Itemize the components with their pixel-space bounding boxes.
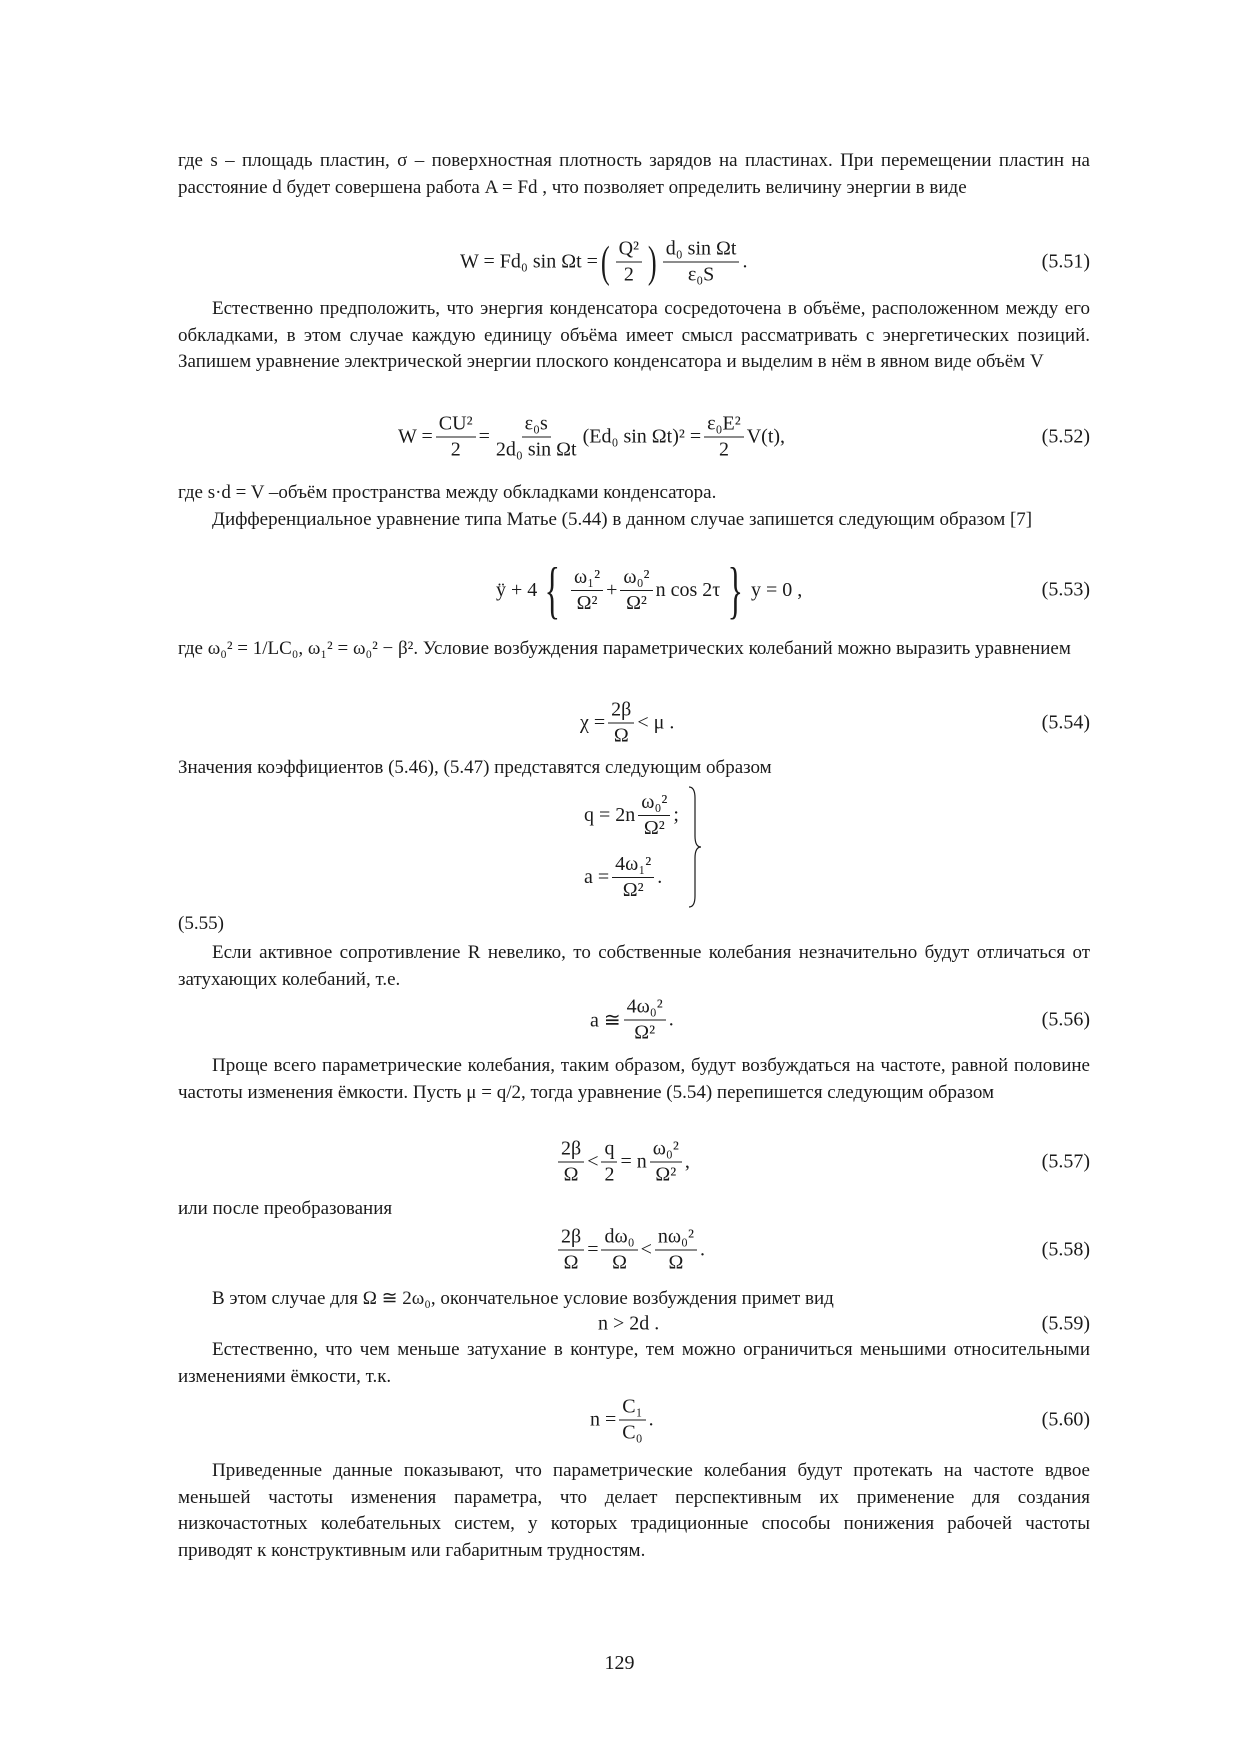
equation-number: (5.60) [1041,1408,1090,1431]
paragraph-11: Естественно, что чем меньше затухание в контуре, тем можно ограничиться меньшими относительными изменениями ёмкости, т.к. [178,1339,1090,1387]
equation-number: (5.56) [1041,1008,1090,1031]
fraction: $\frac{\text{4ω₁²}}{\text{Ω²}}$ [612,852,654,903]
fraction: $\frac{\text{ε₀E²}}{2}$ [704,412,744,463]
equation-5-52: W = $\frac{\text{CU²}}{2}$ = $\frac{\text{ε₀s}}{\text{2d₀ sin Ωt}}$ (Ed₀ sin Ωt)² = $\frac{\text{ε₀E²}}{2}$ V(t), (5.52) [398,412,1090,461]
paragraph-5: где ω₀² = 1/LC₀, ω₁² = ω₀² − β². Условие возбуждения параметрических колебаний можно выразить уравнением [178,638,1071,659]
fraction: $\frac{\text{C₁}}{\text{C₀}}$ [619,1395,645,1446]
equation-number: (5.57) [1041,1150,1090,1173]
equation-5-53: ÿ + 4 { $\frac{\text{ω₁²}}{\text{Ω²}}$ + $\frac{\text{ω₀²}}{\text{Ω²}}$ n cos 2τ } y = 0 , (5.53) [496,554,1090,625]
paragraph-9: или после преобразования [178,1198,393,1219]
paragraph-8: Проще всего параметрические колебания, таким образом, будут возбуждаться на частоте, равной половине частоты изменения ёмкости. Пусть μ = q/2, тогда уравнение (5.54) перепишется следующим образом [178,1055,1090,1103]
right-brace-icon [688,786,702,908]
fraction: $\frac{\text{dω₀}}{\Omega}$ [601,1225,637,1276]
fraction: $\frac{\text{ω₀²}}{\text{Ω²}}$ [638,790,670,841]
equation-number: (5.54) [1041,711,1090,734]
paragraph-6: Значения коэффициентов (5.46), (5.47) представятся следующим образом [178,757,772,778]
equation-number-5-55: (5.55) [178,913,224,934]
equation-system-5-55 [584,784,679,908]
equation-5-57: $\frac{2\beta}{\Omega}$ < $\frac{q}{2}$ = n $\frac{\text{ω₀²}}{\text{Ω²}}$ , (5.57) [178,1162,1090,1172]
equation-number: (5.51) [1041,250,1090,273]
paragraph-7: Если активное сопротивление R невелико, то собственные колебания незначительно будут отличаться от затухающих колебаний, т.е. [178,942,1090,990]
equation-5-60: n = $\frac{\text{C₁}}{\text{C₀}}$ . (5.60) [590,1395,1090,1444]
fraction: $\frac{\text{4ω₀²}}{\text{Ω²}}$ [624,995,666,1046]
paragraph-1: где s – площадь пластин, σ – поверхностная плотность зарядов на пластинах. При перемещении пластин на расстояние d будет совершена работа A = Fd , что позволяет определить величину энергии в виде [178,150,1090,198]
equation-5-58: $\frac{2\beta}{\Omega}$ = $\frac{\text{dω₀}}{\Omega}$ < $\frac{\text{nω₀²}}{\Omega}$ . (5.58) [178,1250,1090,1260]
eq-lhs: W = Fd₀ sin Ωt = [460,250,598,273]
page-number: 129 [604,1652,635,1674]
paragraph-2: Естественно предположить, что энергия конденсатора сосредоточена в объёме, расположенном между его обкладками, в этом случае каждую единицу объёма имеет смысл рассматривать с энергетических позиций. Запишем уравнение электрической энергии плоского конденсатора и выделим в нём в явном виде объём V [178,298,1090,372]
fraction: $\frac{\text{ω₀²}}{\text{Ω²}}$ [620,565,652,616]
equation-5-56: a ≅ $\frac{\text{4ω₀²}}{\text{Ω²}}$ . (5.56) [590,995,1090,1044]
equation-number: (5.52) [1041,425,1090,448]
equation-number: (5.59) [1041,1312,1090,1335]
fraction: $\frac{\text{ε₀s}}{\text{2d₀ sin Ωt}}$ [495,412,577,461]
equation-5-59: n > 2d . (5.59) [598,1312,1090,1335]
system-row-q: q = 2n $\frac{\text{ω₀²}}{\text{Ω²}}$ ; [584,790,679,839]
system-row-a: a = $\frac{\text{4ω₁²}}{\text{Ω²}}$ . [584,852,663,901]
equation-number: (5.58) [1041,1238,1090,1261]
fraction: $\frac{2\beta}{\Omega}$ [608,698,634,749]
paragraph-12: Приведенные данные показывают, что параметрические колебания будут протекать на частоте вдвое меньшей частоты изменения параметра, что делает перспективным их применение для создания низкочастотных колебательных систем, у которых традиционные способы понижения рабочей частоты приводят к конструктивным или габаритным трудностям. [178,1460,1090,1561]
inline-formula: ω₀² = 1/LC₀, ω₁² = ω₀² − β² [207,638,414,659]
fraction: $\frac{\text{d₀ sin Ωt}}{\text{ε₀S}}$ [663,237,740,288]
fraction: $\frac{q}{2}$ [601,1137,617,1188]
equation-5-51: W = Fd₀ sin Ωt = ( $\frac{\text{Q²}}{2}$ ) $\frac{\text{d₀ sin Ωt}}{\text{ε₀S}}$ . (5.51) [460,237,1090,286]
fraction: $\frac{\text{Q²}}{2}$ [616,237,642,288]
fraction: $\frac{2\beta}{\Omega}$ [558,1225,584,1276]
fraction: $\frac{2\beta}{\Omega}$ [558,1137,584,1188]
paragraph-4: Дифференциальное уравнение типа Матье (5.44) в данном случае запишется следующим образом [7] [212,509,1033,530]
equation-number: (5.53) [1041,578,1090,601]
paragraph-10: В этом случае для Ω ≅ 2ω₀, окончательное условие возбуждения примет вид [212,1288,834,1309]
fraction: $\frac{\text{ω₀²}}{\text{Ω²}}$ [650,1137,682,1188]
equation-5-54: χ = $\frac{2\beta}{\Omega}$ < μ . (5.54) [580,698,1090,747]
fraction: $\frac{\text{CU²}}{2}$ [436,412,476,463]
paragraph-3: где s·d = V –объём пространства между обкладками конденсатора. [178,482,717,503]
fraction: $\frac{\text{ω₁²}}{\text{Ω²}}$ [571,565,603,616]
fraction: $\frac{\text{nω₀²}}{\Omega}$ [655,1225,697,1276]
